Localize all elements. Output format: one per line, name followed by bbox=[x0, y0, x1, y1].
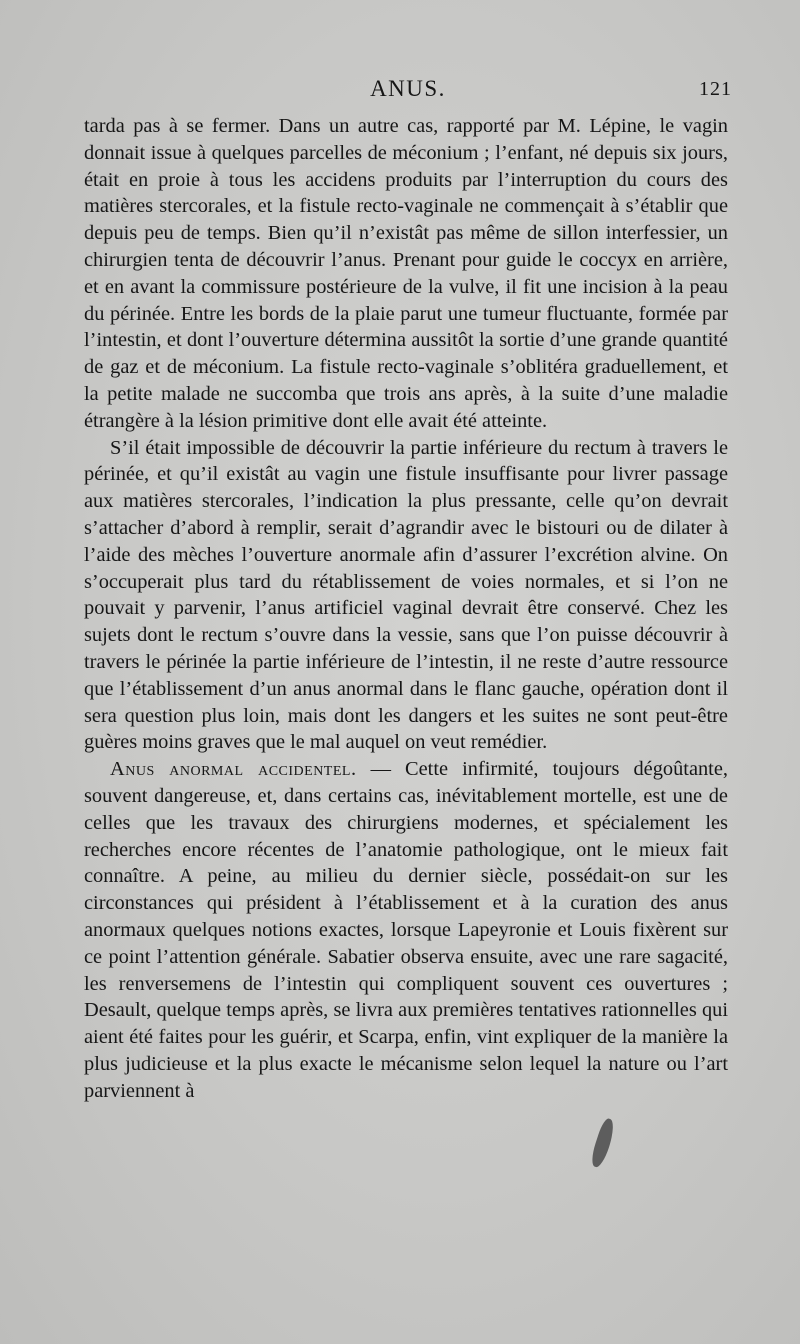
paragraph-1: tarda pas à se fermer. Dans un autre cas, rapporté par M. Lépine, le vagin donnait issue à quelques parcelles de méconium ; l’enfant, né depuis six jours, était en proie à tous les accidens produits par l’interruption du cours des matières stercorales, et la fistule recto-vaginale ne commençait à s’établir que depuis peu de temps. Bien qu’il n’existât pas même de sillon interfessier, un chirurgien tenta de découvrir l’anus. Prenant pour guide le coccyx en arrière, et en avant la commissure postérieure de la vulve, il fit une incision à la peau du périnée. Entre les bords de la plaie parut une tumeur fluctuante, formée par l’intestin, et dont l’ouverture détermina aussitôt la sortie d’une grande quantité de gaz et de méconium. La fistule recto-vaginale s’oblitéra graduellement, et la petite malade ne succomba que trois ans après, à la suite d’une maladie étrangère à la lésion primitive dont elle avait été atteinte. bbox=[84, 115, 728, 432]
paragraph-3 bbox=[84, 756, 728, 1104]
paragraph-3-text: — Cette infirmité, toujours dégoûtante, souvent dangereuse, et, dans certains cas, inévitablement mortelle, est une de celles que les travaux des chirurgiens modernes, et spécialement les recherches encore récentes de l’anatomie pathologique, ont le mieux fait connaître. A peine, au milieu du dernier siècle, possédait-on sur les circonstances qui président à l’établissement et à la curation des anus anormaux quelques notions exactes, lorsque Lapeyronie et Louis fixèrent sur ce point l’attention générale. Sabatier observa ensuite, avec une rare sagacité, les renversemens de l’intestin qui compliquent souvent ces ouvertures ; Desault, quelque temps après, se livra aux premières tentatives rationnelles qui aient été faites pour les guérir, et Scarpa, enfin, vint expliquer de la manière la plus judicieuse et la plus exacte le mécanisme selon lequel la nature ou l’art parviennent à bbox=[84, 758, 728, 1102]
paragraph-2: S’il était impossible de découvrir la partie inférieure du rectum à travers le périnée, et qu’il existât au vagin une fistule insuffisante pour livrer passage aux matières stercorales, l’indication la plus pressante, celle qu’on devrait s’attacher d’abord à remplir, serait d’agrandir avec le bistouri ou de dilater à l’aide des mèches l’ouverture anormale afin d’assurer l’excrétion alvine. On s’occuperait plus tard du rétablissement de voies normales, et si l’on ne pouvait y parvenir, l’anus artificiel vaginal devrait être conservé. Chez les sujets dont le rectum s’ouvre dans la vessie, sans que l’on puisse découvrir à travers le périnée la partie inférieure de l’intestin, il ne reste d’autre ressource que l’établissement d’un anus anormal dans le flanc gauche, opération dont il sera question plus loin, mais dont les dangers et les suites ne sont peut-être guères moins graves que le mal auquel on veut remédier. bbox=[84, 436, 728, 754]
section-heading: Anus anormal accidentel. bbox=[110, 758, 357, 781]
running-title: ANUS. bbox=[370, 76, 446, 101]
page-header bbox=[84, 76, 732, 108]
page-number: 121 bbox=[699, 78, 732, 100]
ink-blot bbox=[589, 1117, 618, 1169]
body-text bbox=[84, 113, 728, 1104]
